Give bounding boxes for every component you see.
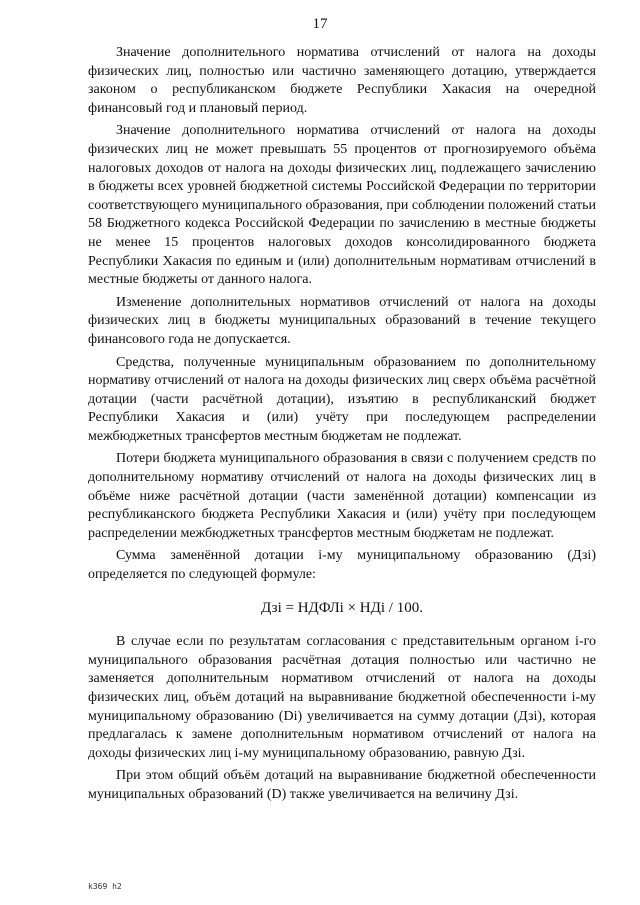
paragraph: Значение дополнительного норматива отчислений от налога на доходы физических лиц, полностью или частично заменяющего дотацию, утверждается законом о республиканском бюджете Республики Хакасия на очередной финансовый год и плановый период. <box>88 45 596 116</box>
paragraph: Средства, полученные муниципальным образованием по дополнительному нормативу отчислений от налога на доходы физических лиц сверх объёма расчётной дотации (части расчётной дотации), изъятию в республиканский бюджет Республики Хакасия и (или) учёту при последующем распределении межбюджетных трансфертов местным бюджетам не подлежат. <box>88 354 596 444</box>
paragraph: Значение дополнительного норматива отчислений от налога на доходы физических лиц не может превышать 55 процентов от прогнозируемого объёма налоговых доходов от налога на доходы физических лиц, подлежащего зачислению в бюджеты всех уровней бюджетной системы Российской Федерации по территории соответствующего муниципального образования, при соблюдении положений статьи 58 Бюджетного кодекса Российской Федерации по зачислению в местные бюджеты не менее 15 процентов налоговых доходов консолидированного бюджета Республики Хакасия по единым и (или) дополнительным нормативам отчислений в местные бюджеты от данного налога. <box>88 123 596 288</box>
paragraph: В случае если по результатам согласования с представительным органом i-го муниципального образования расчётная дотация полностью или частично не заменяется дополнительным нормативом отчислений от налога на доходы физических лиц, объём дотаций на выравнивание бюджетной обеспеченности i-му муниципальному образованию (Di) увеличивается на сумму дотации (Дзi), которая предлагалась к замене дополнительным нормативом отчислений от налога на доходы физических лиц i-му муниципальному образованию, равную Дзi. <box>88 634 596 761</box>
paragraph: При этом общий объём дотаций на выравнивание бюджетной обеспеченности муниципальных образований (D) также увеличивается на величину Дзi. <box>88 768 596 802</box>
paragraph: Сумма заменённой дотации i-му муниципальному образованию (Дзi) определяется по следующей формуле: <box>88 548 596 583</box>
paragraph: Изменение дополнительных нормативов отчислений от налога на доходы физических лиц в бюджеты муниципальных образований в течение текущего финансового года не допускается. <box>88 294 596 347</box>
page-number: 17 <box>312 16 328 32</box>
paragraph: Потери бюджета муниципального образования в связи с получением средств по дополнительному нормативу отчислений от налога на доходы физических лиц в объёме ниже расчётной дотации (части заменённой дотации) компенсации из республиканского бюджета Республики Хакасия и (или) учёту при последующем распределении межбюджетных трансфертов местным бюджетам не подлежат. <box>88 451 596 541</box>
document-body <box>88 44 596 809</box>
formula: Дзi = НДФЛi × НДi / 100. <box>261 599 423 616</box>
footer-code: k369 h2 <box>88 882 122 891</box>
